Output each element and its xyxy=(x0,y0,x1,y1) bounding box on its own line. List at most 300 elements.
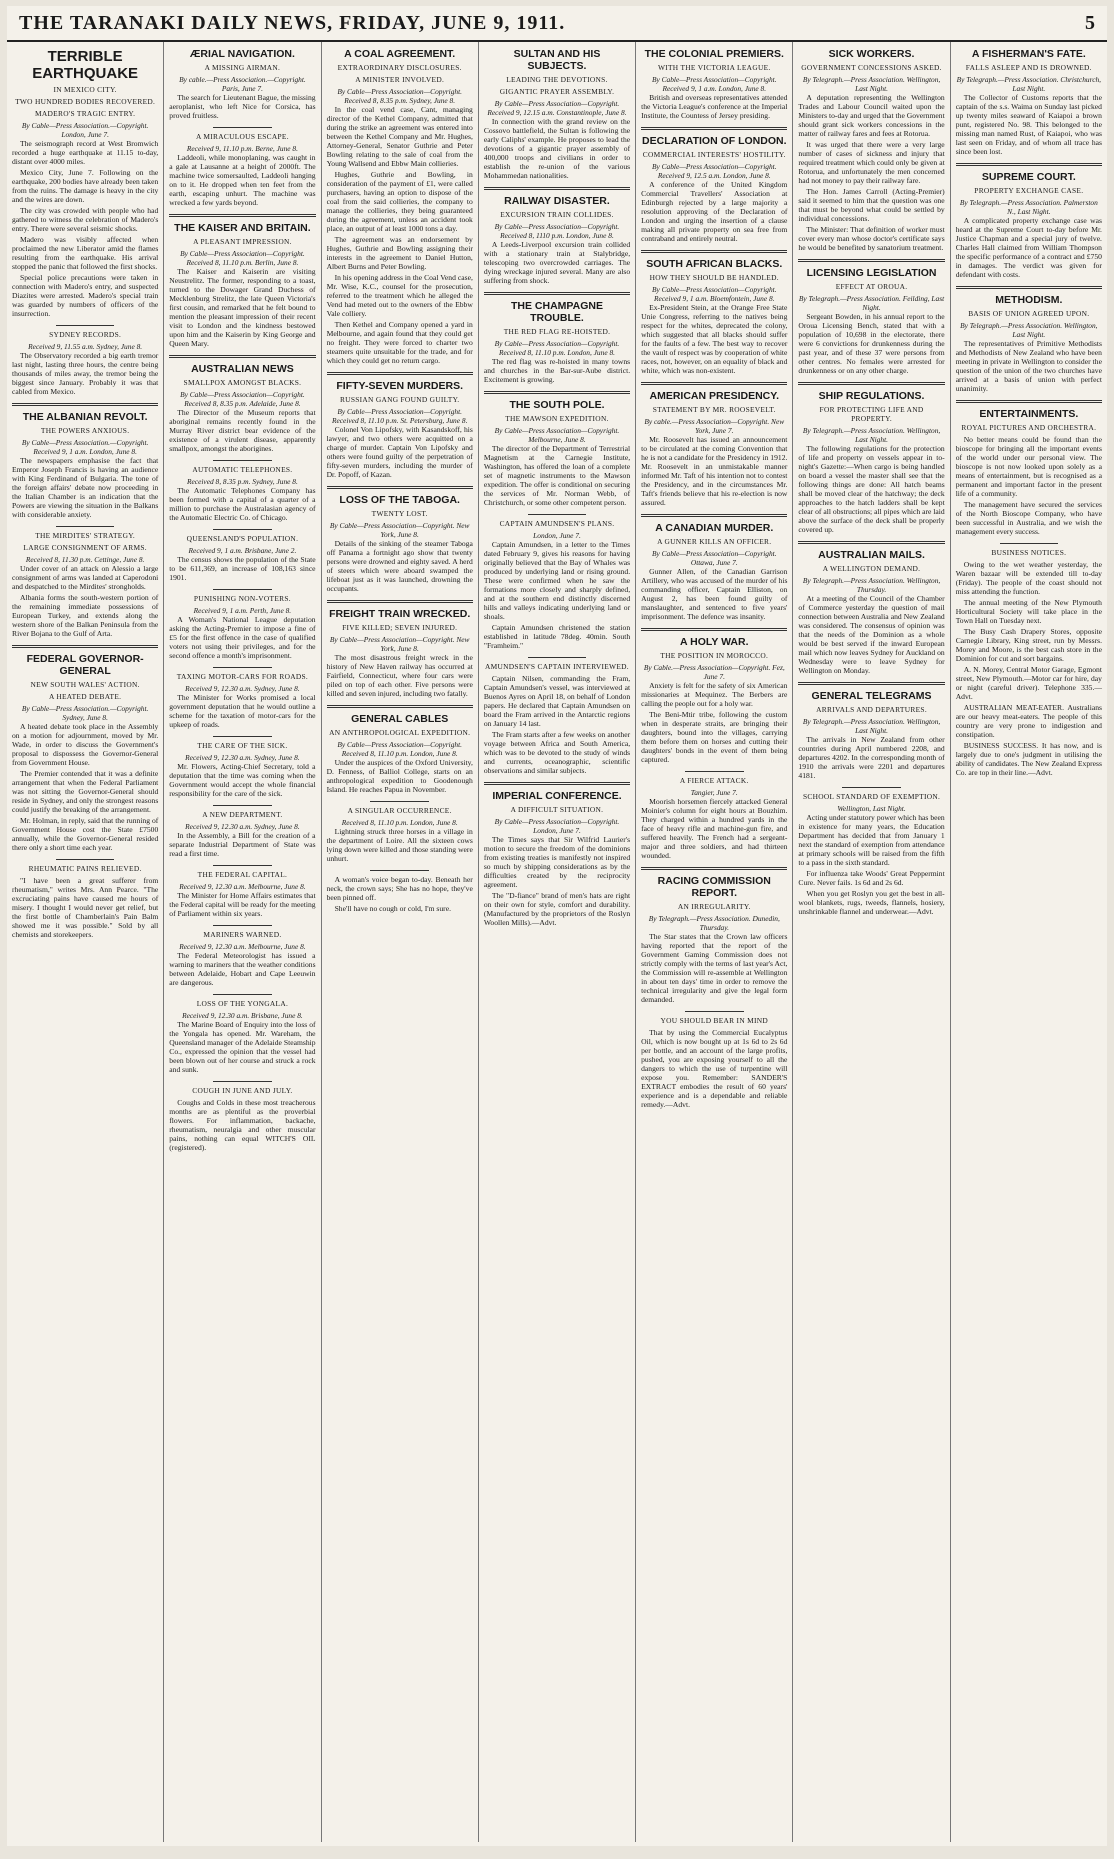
article-subheading: BUSINESS NOTICES. xyxy=(991,548,1067,557)
article-headline: A FISHERMAN'S FATE. xyxy=(971,48,1086,60)
subsection-rule xyxy=(685,1011,744,1012)
article-divider xyxy=(327,600,473,603)
article-paragraph: Captain Amundsen christened the station established in latitude 78deg. 40min. South "Framheim." xyxy=(483,623,631,650)
article xyxy=(798,382,944,534)
article-subheading: AN ANTHROPOLOGICAL EXPEDITION. xyxy=(329,728,471,737)
article xyxy=(956,543,1102,777)
article-headline: RACING COMMISSION REPORT. xyxy=(657,875,771,899)
article-body xyxy=(12,351,158,396)
subsection-rule xyxy=(213,667,272,668)
article-paragraph: In the coal vend case, Cant, managing director of the Kethel Company, admitted that during the strike an agreement was entered into between the Kethel Company and Mr. Hughes, Attorney-General, Senator Guthrie and Peter Bowling relating to the sale of coal from the Young Wallsend and Ebbw Main collieries. xyxy=(326,105,473,168)
article-headline: A COAL AGREEMENT. xyxy=(344,48,456,60)
article-subheading: GOVERNMENT CONCESSIONS ASKED. xyxy=(801,63,942,72)
article-body xyxy=(798,813,944,916)
article-subheading: FIVE KILLED; SEVEN INJURED. xyxy=(342,623,458,632)
article-paragraph: A woman's voice began to-day. Beneath her neck, the crown says; She has no hope, they've been pinned off. xyxy=(326,875,473,902)
article-divider xyxy=(484,391,630,394)
article-dateline: Received 8, 11.30 p.m. Cettinge, June 8. xyxy=(25,555,145,564)
column-2 xyxy=(164,42,321,1842)
article-divider xyxy=(327,486,473,489)
article-headline: IMPERIAL CONFERENCE. xyxy=(492,790,622,802)
article-divider xyxy=(798,259,944,262)
article-paragraph: Special police precautions were taken in connection with Madero's entry, and suspected Diazites were arrested. Madero's special train was guarded by numbers of officers of the insurrection. xyxy=(12,273,159,318)
article-subheading: THE CARE OF THE SICK. xyxy=(197,741,288,750)
article-subheading: LEADING THE DEVOTIONS. xyxy=(506,75,608,84)
article-dateline: By Cable—Press Association—Copyright. Received 8, 11.10 p.m. London, June 8. xyxy=(337,740,463,758)
article-paragraph: The "D-fiance" brand of men's hats are right on their own for style, comfort and durability. (Manufactured by the proprietors of the Roslyn Woollen Mills).—Advt. xyxy=(483,891,631,927)
article-dateline: By Cable—Press Association—Copyright. Received 8, 1110 p.m. London, June 8. xyxy=(494,222,620,240)
article-headline: LICENSING LEGISLATION xyxy=(806,267,937,279)
subsection-rule xyxy=(1000,543,1059,544)
article-paragraph: British and overseas representatives attended the Victoria League's conference at the Imperial Institute, the Countess of Jersey presiding. xyxy=(641,93,788,120)
masthead xyxy=(7,6,1107,42)
article-body xyxy=(484,117,630,180)
subsection-rule xyxy=(370,870,429,871)
subsection-rule xyxy=(56,526,115,527)
article-headline: RAILWAY DISASTER. xyxy=(504,195,610,207)
article-dateline: By Cable—Press Association—Copyright. Received 9, 1 a.m. London, June 8. xyxy=(651,75,777,93)
article-paragraph: The agreement was an endorsement by Hughes, Guthrie and Bowling assigning their interests in the agreement to Daniel Hutton, Albert Burns and Peter Bowling. xyxy=(326,235,473,271)
article-dateline: By Cable—Press Association—Copyright. Received 8, 11.10 p.m. Berlin, June 8. xyxy=(180,249,305,267)
article-paragraph: A Leeds-Liverpool excursion train collided with a stationary train at Stalybridge, telescoping two overcrowded carriages. The dying wreckage injured several. Many are also suffering from shock. xyxy=(483,240,631,285)
article-paragraph: A conference of the United Kingdom Commercial Travellers' Association at Edinburgh rejected by a large majority a resolution approving of the Declaration of London and urging the insertion of a clause making all private property on sea free from contraband and entirely neutral. xyxy=(641,180,788,243)
article-divider xyxy=(12,403,158,406)
article-body xyxy=(641,567,787,621)
subsection-rule xyxy=(56,859,115,860)
article xyxy=(484,657,630,775)
article-dateline: By Telegraph.—Press Association. Wellington, Last Night. xyxy=(802,75,941,93)
subsection-rule xyxy=(213,127,272,128)
article-paragraph: Albania forms the south-western portion of the remaining immediate possessions of European Turkey, and extends along the western shore of the Balkan Peninsula from the River Bojana to the Gulf of Arta. xyxy=(12,593,159,638)
article-paragraph: AUSTRALIAN MEAT-EATER. Australians are our heavy meat-eaters. The people of this country are very prone to indigestion and constipation. xyxy=(955,703,1102,739)
article-paragraph: The Star states that the Crown law officers having reported that the report of the Government Gaming Commission does not strictly comply with the terms of last year's Act, the Commission will re-assemble at Wellington in about ten days' time in order to remove the technical irregularity and give the legal form demanded. xyxy=(641,932,788,1004)
article-headline: AMERICAN PRESIDENCY. xyxy=(649,390,780,402)
article xyxy=(169,48,315,120)
article-divider xyxy=(169,214,315,217)
article-paragraph: Mr. Roosevelt has issued an announcement to be circulated at the coming Convention that he is not a candidate for the Presidency in 1912. Mr. Roosevelt in an unmistakable manner informed Mr. Taft of his intention not to contest the Presidency, and in the circumstances Mr. Taft's friends believe that his re-election is now assured. xyxy=(641,435,788,507)
article-paragraph: It was urged that there were a very large number of cases of sickness and injury that required treatment which could only be given at Rotorua, and unfortunately the men concerned had not money to pay their railway fare. xyxy=(798,140,945,185)
article-headline: AUSTRALIAN NEWS xyxy=(191,363,294,375)
article xyxy=(798,682,944,780)
article-subheading: THE FEDERAL CAPITAL. xyxy=(197,870,288,879)
article-subheading: THE MAWSON EXPEDITION. xyxy=(505,414,609,423)
subsection-rule xyxy=(213,865,272,866)
article-paragraph: The newspapers emphasise the fact that Emperor Joseph Francis is having an audience with King Ferdinand of Bulgaria. The tone of the foreign affairs' debate now proceeding in the Italian Chamber is an indication that the Powers are viewing the situation in the Balkans with considerable anxiety. xyxy=(12,456,159,519)
column-3 xyxy=(322,42,479,1842)
article-body xyxy=(169,408,315,453)
article-dateline: By Cable—Press Association.—Copyright. Sydney, June 8. xyxy=(21,704,149,722)
article-subheading: WITH THE VICTORIA LEAGUE. xyxy=(657,63,771,72)
article xyxy=(169,589,315,660)
article-dateline: By Telegraph.—Press Association. Dunedin, Thursday. xyxy=(648,914,780,932)
article xyxy=(798,787,944,916)
subsection-rule xyxy=(213,925,272,926)
article-headline: SOUTH AFRICAN BLACKS. xyxy=(646,258,783,270)
article xyxy=(327,486,473,593)
article-subheading: THE MIRDITES' STRATEGY. xyxy=(35,531,136,540)
article-body xyxy=(169,555,315,582)
article-dateline: Tangier, June 7. xyxy=(690,788,738,797)
article-paragraph: In connection with the grand review on the Cossovo battlefield, the Sultan is following the early Caliphs' example. He proposes to lead the devotions of a gigantic prayer assembly of 400,000 troops and civilians in order to establish the re-union of the various Mohammedan nationalities. xyxy=(483,117,631,180)
article xyxy=(641,771,787,860)
article xyxy=(798,541,944,675)
article-paragraph: The Minister for Works promised a local government deputation that he would outline a scheme for the taxation of motor-cars for the upkeep of roads. xyxy=(169,693,316,729)
article-body xyxy=(798,93,944,252)
article-headline: GENERAL TELEGRAMS xyxy=(811,690,932,702)
article-body xyxy=(12,456,158,519)
article-subheading: SYDNEY RECORDS. xyxy=(49,330,122,339)
article-headline: A CANADIAN MURDER. xyxy=(655,522,774,534)
article-body xyxy=(484,444,630,507)
article-headline: TERRIBLE EARTHQUAKE xyxy=(32,48,139,82)
article-dateline: By Telegraph.—Press Association. Wellington, Thursday. xyxy=(802,576,941,594)
article-dateline: Received 8, 8.35 p.m. Sydney, June 8. xyxy=(187,477,298,486)
article-headline: A HOLY WAR. xyxy=(680,636,749,648)
article-paragraph: Coughs and Colds in these most treacherous months are as plentiful as the proverbial flowers. For inflammation, backache, rheumatism, neuralgia and other muscular pains, nothing can equal WITCH'S OIL (registered). xyxy=(169,1098,316,1152)
article-body xyxy=(641,435,787,507)
article-subheading: HOW THEY SHOULD BE HANDLED. xyxy=(649,273,779,282)
article-subheading: A PLEASANT IMPRESSION. xyxy=(193,237,292,246)
article-dateline: By Cable—Press Association.—Copyright. Received 9, 1 a.m. London, June 8. xyxy=(21,438,149,456)
article-paragraph: The arrivals in New Zealand from other countries during April numbered 2208, and departures 4202. In the corresponding month of 1910 the arrivals were 2201 and departures 4181. xyxy=(798,735,945,780)
article-subheading: NEW SOUTH WALES' ACTION. xyxy=(30,680,140,689)
article-paragraph: The Minister for Home Affairs estimates that the Federal capital will be ready for the meeting of Parliament within six years. xyxy=(169,891,316,918)
article-body xyxy=(169,1020,315,1074)
article-paragraph: The Director of the Museum reports that aboriginal remains recently found in the Murray River district bear evidence of the existence of a virulent disease, apparently smallpox, amongst the aborigines. xyxy=(169,408,316,453)
article xyxy=(169,529,315,582)
article-paragraph: Hughes, Guthrie and Bowling, in consideration of the payment of £1, were called purchasers, having an option to dispose of the coal from the said collieries, the company to manage the collieries, they being guaranteed during the agreement, unless an accident took place, an output of at least 1000 tons a day. xyxy=(326,170,473,233)
article-subheading: A NEW DEPARTMENT. xyxy=(202,810,283,819)
article-subheading: A WELLINGTON DEMAND. xyxy=(822,564,921,573)
article-divider xyxy=(641,514,787,517)
article-headline: LOSS OF THE TABOGA. xyxy=(339,494,460,506)
article-divider xyxy=(641,867,787,870)
article-body xyxy=(169,267,315,348)
article-paragraph: The most disastrous freight wreck in the history of New Haven railway has occurred at Fairfield, Connecticut, where four cars were piled on top of each other. Five persons were killed and seven injured, including two fatally. xyxy=(326,653,473,698)
article xyxy=(484,391,630,507)
article xyxy=(169,925,315,987)
article-paragraph: A deputation representing the Wellington Trades and Labour Council waited upon the Ministers to-day and urged that the Government should grant sick workers concessions in the matter of railway fares and fees at Rotorua. xyxy=(798,93,945,138)
article-dateline: By Cable—Press Association—Copyright. Received 8, 8.35 p.m. Sydney, June 8. xyxy=(337,87,463,105)
article-paragraph: For influenza take Woods' Great Peppermint Cure. Never fails. 1s 6d and 2s 6d. xyxy=(798,869,945,887)
article-dateline: By Cable—Press Association—Copyright. Received 9, 1 a.m. Bloemfontein, June 8. xyxy=(651,285,777,303)
article xyxy=(12,403,158,519)
article-dateline: Received 9, 12.30 a.m. Sydney, June 8. xyxy=(185,684,300,693)
article-divider xyxy=(641,382,787,385)
article-subheading: TWO HUNDRED BODIES RECOVERED. xyxy=(15,97,156,106)
article-divider xyxy=(798,541,944,544)
article-paragraph: The Minister: That definition of worker must cover every man whose doctor's certificate says he would be benefited by sanatorium treatment. xyxy=(798,225,945,252)
article-subheading: GIGANTIC PRAYER ASSEMBLY. xyxy=(499,87,615,96)
article-dateline: By Cable—Press Association—Copyright. London, June 7. xyxy=(494,817,620,835)
masthead-title: THE TARANAKI DAILY NEWS, FRIDAY, JUNE 9, 1911. xyxy=(19,11,566,34)
article-divider xyxy=(484,292,630,295)
article xyxy=(641,1011,787,1109)
article-divider xyxy=(169,355,315,358)
article-subheading: EXCURSION TRAIN COLLIDES. xyxy=(500,210,614,219)
article-dateline: Received 9, 12.30 a.m. Brisbane, June 8. xyxy=(182,1011,303,1020)
article-body xyxy=(327,827,473,863)
article-paragraph: Moorish horsemen fiercely attacked General Moinier's column for eight hours at Bouzhim. They charged within a hundred yards in the face of heavy rifle and machine-gun fire, and suffered heavily. The French had a sergeant-major and three soldiers, and had thirteen wounded. xyxy=(641,797,788,860)
subsection-rule xyxy=(213,736,272,737)
article xyxy=(169,667,315,729)
article-subheading: THE RED FLAG RE-HOISTED. xyxy=(503,327,611,336)
subsection-rule xyxy=(370,801,429,802)
article-subheading: MARINERS WARNED. xyxy=(203,930,282,939)
article-paragraph: Madero was visibly affected when proclaimed the new Liberator amid the flames resulting from the earthquake. His arrival stopped the panic that followed the first shocks. xyxy=(12,235,159,271)
article-paragraph: The Hon. James Carroll (Acting-Premier) said it seemed to him that the question was one that must be beyond what could be settled by individual concessions. xyxy=(798,187,945,223)
article xyxy=(641,127,787,243)
article-paragraph: The annual meeting of the New Plymouth Horticultural Society will take place in the Town Hall on Tuesday next. xyxy=(955,598,1102,625)
article xyxy=(484,514,630,650)
article-dateline: By Cable—Press Association—Copyright. New York, June 8. xyxy=(329,635,470,653)
article-dateline: Received 9, 12.30 a.m. Melbourne, June 8. xyxy=(179,942,306,951)
article-subheading: TWENTY LOST. xyxy=(371,509,428,518)
article-body xyxy=(327,425,473,479)
article-headline: SHIP REGULATIONS. xyxy=(818,390,925,402)
article-paragraph: Under the auspices of the Oxford University, D. Fenness, of Balliol College, starts on an anthropological expedition to Goodenough Island. He reaches Papua in November. xyxy=(326,758,473,794)
article-body xyxy=(169,693,315,729)
article-dateline: Received 9, 11.10 p.m. Berne, June 8. xyxy=(186,144,298,153)
article-body xyxy=(641,1028,787,1109)
article xyxy=(169,1081,315,1152)
article-subheading: A GUNNER KILLS AN OFFICER. xyxy=(657,537,772,546)
article xyxy=(169,460,315,522)
article-headline: THE SOUTH POLE. xyxy=(509,399,605,411)
article xyxy=(327,600,473,698)
subsection-rule xyxy=(685,771,744,772)
article-paragraph: Mexico City, June 7. Following on the earthquake, 200 bodies have already been taken from the ruins. The damage is heavy in the city and the wires are down. xyxy=(12,168,159,204)
article-body xyxy=(641,932,787,1004)
article xyxy=(956,400,1102,536)
article xyxy=(169,865,315,918)
article-subheading: COMMERCIAL INTERESTS' HOSTILITY. xyxy=(642,150,786,159)
article-paragraph: Mr. Holman, in reply, said that the running of Government House cost the State £7500 annually, while the Governor-General resided there only a short time each year. xyxy=(12,816,159,852)
article-dateline: By Cable—Press Association—Copyright. New York, June 8. xyxy=(329,521,470,539)
article xyxy=(956,286,1102,393)
article-paragraph: The Marine Board of Enquiry into the loss of the Yongala has opened. Mr. Wareham, the Queensland manager of the Adelaide Steamship Co., expressed the opinion that the vessel had been blown out of her course and struck a rock and sunk. xyxy=(169,1020,316,1074)
article xyxy=(12,48,158,318)
article xyxy=(327,372,473,479)
article-dateline: Received 8, 11.10 p.m. London, June 8. xyxy=(341,818,458,827)
article-headline: SULTAN AND HIS SUBJECTS. xyxy=(513,48,601,72)
article-paragraph: In the Assembly, a Bill for the creation of a separate Industrial Department of State was read a first time. xyxy=(169,831,316,858)
article-body xyxy=(169,762,315,798)
article-divider xyxy=(798,382,944,385)
article-dateline: By cable.—Press Association.—Copyright. Paris, June 7. xyxy=(179,75,306,93)
article-divider xyxy=(327,705,473,708)
article-paragraph: No better means could be found than the bioscope for bringing all the important events of the world under our personal view. The bioscope is not now looked upon solely as a means of entertainment, but is recognised as a permanent and important factor in the present life of a community. xyxy=(955,435,1102,498)
article-dateline: By cable.—Press Association—Copyright. New York, June 7. xyxy=(644,417,785,435)
article-paragraph: Lightning struck three horses in a village in the department of Loire. All the sixteen cows lying down were killed and those standing were unhurt. xyxy=(326,827,473,863)
article-dateline: Received 9, 1 a.m. Perth, June 8. xyxy=(193,606,292,615)
article-paragraph: A. N. Morey, Central Motor Garage, Egmont street, New Plymouth.—Motor car for hire, day or night (careful driver). Telephone 335.—Advt. xyxy=(955,665,1102,701)
article-dateline: By Cable—Press Association.—Copyright. London, June 7. xyxy=(21,121,149,139)
article-paragraph: The Busy Cash Drapery Stores, opposite Carnegie Library, King street, run by Messrs. Morey and Moore, is the best cash store in the Dominion for cut and sort bargains. xyxy=(955,627,1102,663)
article-dateline: By Cable.—Press Association—Copyright. Fez, June 7. xyxy=(643,663,785,681)
subsection-rule xyxy=(213,994,272,995)
article-subheading: BASIS OF UNION AGREED UPON. xyxy=(968,309,1090,318)
article-body xyxy=(12,722,158,852)
article-subheading: ARRIVALS AND DEPARTURES. xyxy=(816,705,927,714)
article-body xyxy=(169,951,315,987)
article-subheading: EFFECT AT OROUA. xyxy=(835,282,908,291)
subsection-rule xyxy=(213,460,272,461)
article-dateline: Received 9, 12.30 a.m. Sydney, June 8. xyxy=(185,822,300,831)
article xyxy=(327,705,473,794)
column-4 xyxy=(479,42,636,1842)
page-number: 5 xyxy=(1085,11,1095,34)
article xyxy=(798,48,944,252)
article-subheading: EXTRAORDINARY DISCLOSURES. xyxy=(337,63,462,72)
article-paragraph: Details of the sinking of the steamer Taboga off Panama a fortnight ago show that twenty persons were drowned and eighty saved. A herd of steers which were aboard swamped the lifeboat just as it was launched, drowning the occupants. xyxy=(326,539,473,593)
article xyxy=(12,526,158,638)
article-subheading: COUGH IN JUNE AND JULY. xyxy=(192,1086,293,1095)
article-headline: FEDERAL GOVERNOR-GENERAL xyxy=(26,653,144,677)
article-body xyxy=(12,139,158,318)
article-body xyxy=(169,1098,315,1152)
article-body xyxy=(327,758,473,794)
article-body xyxy=(169,93,315,120)
article-subheading: STATEMENT BY MR. ROOSEVELT. xyxy=(652,405,776,414)
article-paragraph: The census shows the population of the State to be 611,369, an increase of 108,163 since 1901. xyxy=(169,555,316,582)
article-subheading: QUEENSLAND'S POPULATION. xyxy=(186,534,299,543)
article-subheading: SMALLPOX AMONGST BLACKS. xyxy=(183,378,302,387)
article-headline: THE KAISER AND BRITAIN. xyxy=(174,222,311,234)
article-body xyxy=(327,105,473,365)
subsection-rule xyxy=(213,805,272,806)
article xyxy=(169,994,315,1074)
article-headline: FIFTY-SEVEN MURDERS. xyxy=(336,380,463,392)
article-paragraph: The Collector of Customs reports that the captain of the s.s. Waima on Sunday last picked up twenty miles seaward of Kaiapoi a brown punt, registered No. 98. This belonged to the missing man named Rust, of Kaiapoi, who was last seen on Friday, and of whom all trace has since been lost. xyxy=(955,93,1102,156)
article-subheading: ROYAL PICTURES AND ORCHESTRA. xyxy=(961,423,1097,432)
article-body xyxy=(169,891,315,918)
article-body xyxy=(641,681,787,764)
article-dateline: By Cable—Press Association—Copyright. Received 8, 11.10 p.m. London, June 8. xyxy=(494,339,620,357)
article-body xyxy=(798,444,944,534)
article-subheading: PROPERTY EXCHANGE CASE. xyxy=(974,186,1084,195)
article-paragraph: A Woman's National League deputation asking the Acting-Premier to impose a fine of £5 for the first offence in the case of qualified voters not using their privileges, and for the second offence a month's imprisonment. xyxy=(169,615,316,660)
article-dateline: Wellington, Last Night. xyxy=(837,804,906,813)
article-subheading: FALLS ASLEEP AND IS DROWNED. xyxy=(965,63,1092,72)
article xyxy=(641,867,787,1004)
article-dateline: By Telegraph.—Press Association. Wellington, Last Night. xyxy=(960,321,1098,339)
article-dateline: By Cable—Press Association—Copyright. Received 8, 8.35 p.m. Adelaide, June 8. xyxy=(180,390,305,408)
subsection-rule xyxy=(56,325,115,326)
article-divider xyxy=(12,645,158,648)
article-subheading: AUTOMATIC TELEPHONES. xyxy=(192,465,293,474)
column-7 xyxy=(951,42,1107,1842)
article-dateline: Received 9, 11.55 a.m. Sydney, June 8. xyxy=(28,342,143,351)
article xyxy=(169,736,315,798)
article-headline: SUPREME COURT. xyxy=(981,171,1076,183)
article-body xyxy=(641,797,787,860)
article-paragraph: Acting under statutory power which has been in existence for many years, the Education Department has decided that from January 1 next the standard of exemption from attendance at primary schools will be raised from the fifth to a pass in the sixth standard. xyxy=(798,813,945,867)
article xyxy=(484,292,630,384)
article-divider xyxy=(641,628,787,631)
article xyxy=(641,514,787,621)
article-paragraph: Gunner Allen, of the Canadian Garrison Artillery, who was accused of the murder of his commanding officer, Captain Elliston, on August 2, has been found guilty of manslaughter, and sentenced to five years' imprisonment. The defence was insanity. xyxy=(641,567,788,621)
article xyxy=(169,355,315,453)
article xyxy=(641,250,787,375)
article-dateline: Received 9, 12.30 a.m. Sydney, June 8. xyxy=(185,753,300,762)
article-subheading: SCHOOL STANDARD OF EXEMPTION. xyxy=(802,792,941,801)
article-dateline: By Telegraph.—Press Association. Wellington, Last Night. xyxy=(802,717,941,735)
article-paragraph: Anxiety is felt for the safety of six American missionaries at Mequinez. The Berbers are calling the people out for a holy war. xyxy=(641,681,788,708)
article xyxy=(169,805,315,858)
article-body xyxy=(327,539,473,593)
article-subheading: A MIRACULOUS ESCAPE. xyxy=(195,132,289,141)
article-headline: AUSTRALIAN MAILS. xyxy=(818,549,925,561)
article-subheading: A DIFFICULT SITUATION. xyxy=(510,805,604,814)
article-paragraph: She'll have no cough or cold, I'm sure. xyxy=(334,904,451,913)
article-body xyxy=(798,735,944,780)
article-body xyxy=(798,312,944,375)
article-subheading: MADERO'S TRAGIC ENTRY. xyxy=(35,109,136,118)
article-paragraph: The Times says that Sir Wilfrid Laurier's motion to secure the freedom of the dominions from existing treaties is manifestly not inspired so much by shipping considerations as by the difficulties created by the reciprocity agreement. xyxy=(483,835,631,889)
article-paragraph: The management have secured the services of the North Bioscope Company, who have been successful in Australia, and we wish the management every success. xyxy=(955,500,1102,536)
article-body xyxy=(956,339,1102,393)
article-dateline: By Cable—Press Association—Copyright. Melbourne, June 8. xyxy=(494,426,620,444)
article-body xyxy=(12,876,158,939)
article-divider xyxy=(956,400,1102,403)
article-body xyxy=(956,435,1102,536)
article-paragraph: The red flag was re-hoisted in many towns and churches in the Bar-sur-Aube district. Excitement is growing. xyxy=(483,357,631,384)
article-paragraph: The Federal Meteorologist has issued a warning to mariners that the weather conditions between Adelaide, Hobart and Cape Leeuwin are dangerous. xyxy=(169,951,316,987)
article-body xyxy=(641,303,787,375)
article-paragraph: Laddeoli, while monoplaning, was caught in a gale at Lausanne at a height of 2000ft. The machine twice somersaulted, Laddeoli hanging on to it. He dropped when ten feet from the earth, escaping unhurt. The machine was wrecked a few yards beyond. xyxy=(169,153,316,207)
article xyxy=(169,214,315,348)
subsection-rule xyxy=(213,1081,272,1082)
article-paragraph: A complicated property exchange case was heard at the Supreme Court to-day before Mr. Justice Chapman and a special jury of twelve. Charles Hall claimed from William Thompson the specific performance of a contract and £750 in damages. The verdict was given for defendant with costs. xyxy=(955,216,1102,279)
column-1 xyxy=(7,42,164,1842)
article xyxy=(641,382,787,507)
article-body xyxy=(169,486,315,522)
article-subheading: A HEATED DEBATE. xyxy=(48,692,122,701)
article-headline: ÆRIAL NAVIGATION. xyxy=(189,48,295,60)
article-body xyxy=(484,240,630,285)
article-body xyxy=(484,835,630,927)
article-headline: THE COLONIAL PREMIERS. xyxy=(644,48,784,60)
article-subheading: A MINISTER INVOLVED. xyxy=(355,75,445,84)
article-paragraph: The Premier contended that it was a definite arrangement that when the Federal Parliament was not sitting the Governor-General should reside in Sydney, and only the strongest reasons could justify the breaking of the arrangement. xyxy=(12,769,159,814)
article-divider xyxy=(798,682,944,685)
article-columns xyxy=(7,42,1107,1842)
article-paragraph: Mr. Flowers, Acting-Chief Secretary, told a deputation that the time was coming when the Government would accept the whole financial responsibility for the care of the sick. xyxy=(169,762,316,798)
article-divider xyxy=(484,187,630,190)
article-body xyxy=(169,153,315,207)
column-6 xyxy=(793,42,950,1842)
article-paragraph: The Kaiser and Kaiserin are visiting Neustrelitz. The former, responding to a toast, turned to the Dowager Grand Duchess of Mecklenburg Strelitz, the late Queen Victoria's first cousin, and remarked that he felt bound to mention the pleasant impression of their recent visit to London and the kindness bestowed upon him and the Kaiserin by King George and Queen Mary. xyxy=(169,267,316,348)
article-body xyxy=(798,594,944,675)
article-subheading: PUNISHING NON-VOTERS. xyxy=(193,594,291,603)
newspaper-page xyxy=(7,6,1107,1846)
article-subheading: AN IRREGULARITY. xyxy=(677,902,751,911)
article-headline: METHODISM. xyxy=(995,294,1063,306)
article-body xyxy=(169,615,315,660)
article-headline: THE CHAMPAGNE TROUBLE. xyxy=(510,300,603,324)
article-paragraph: In his opening address in the Coal Vend case, Mr. Wise, K.C., counsel for the prosecution, referred to the treatment which he alleged the Vend had meted out to the owners of the Ebbw Vale colliery. xyxy=(326,273,473,318)
article-dateline: Received 9, 1 a.m. Brisbane, June 2. xyxy=(188,546,297,555)
article-body xyxy=(327,875,473,913)
article-body xyxy=(169,831,315,858)
article xyxy=(327,870,473,913)
article xyxy=(327,801,473,863)
article-body xyxy=(327,653,473,698)
article-paragraph: That by using the Commercial Eucalyptus Oil, which is now bought up at 1s 6d to 2s 6d per bottle, and an account of the large profits, pushed, you are exposing yourself to all the dangers to which the use of turpentine will expose you. Remember: SANDER'S EXTRACT embodies the result of 60 years' experience and is a dependable and reliable remedy.—Advt. xyxy=(641,1028,788,1109)
article-subheading: RUSSIAN GANG FOUND GUILTY. xyxy=(339,395,460,404)
article-paragraph: When you get Roslyn you get the best in all-wool blankets, rugs, tweeds, flannels, hosiery, unshrinkable flannel and underwear.—Advt. xyxy=(798,889,945,916)
